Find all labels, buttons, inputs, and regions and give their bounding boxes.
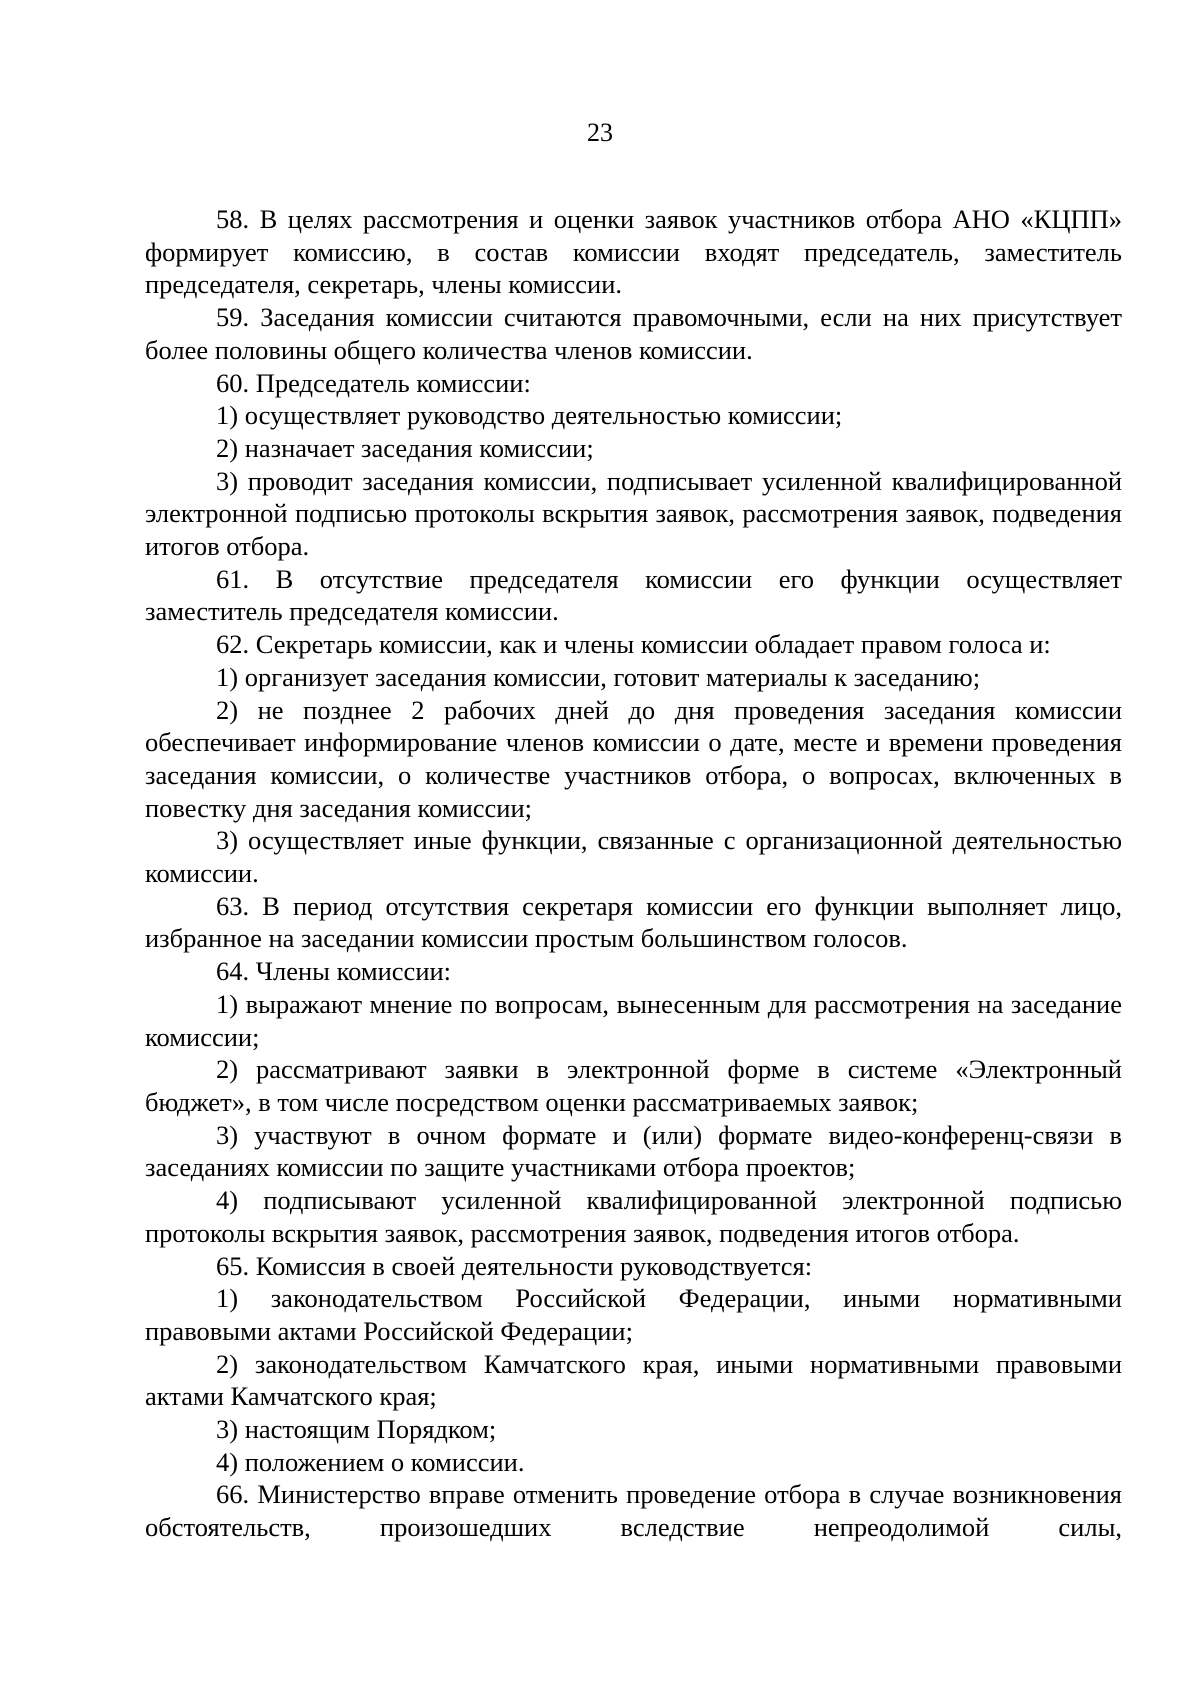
paragraph-60: 60. Председатель комиссии: [216, 367, 531, 398]
paragraph-62-item-3: 3) осуществляет иные функции, связанные с организационной деятельностью комиссии. [145, 825, 1122, 889]
paragraph-64-item-1: 1) выражают мнение по вопросам, вынесенным для рассмотрения на заседание комиссии; [145, 988, 1122, 1052]
paragraph-66: 66. Министерство вправе отменить проведение отбора в случае возникновения обстоятельств, произошедших вследствие непреодолимой силы, [145, 1479, 1122, 1543]
paragraph-65-item-1: 1) законодательством Российской Федерации, иными нормативными правовыми актами Российской Федерации; [145, 1283, 1122, 1346]
paragraph-64: 64. Члены комиссии: [216, 956, 452, 987]
paragraph-62-item-1: 1) организует заседания комиссии, готовит материалы к заседанию; [216, 661, 981, 692]
paragraph-65-item-2: 2) законодательством Камчатского края, иными нормативными правовыми актами Камчатского края; [145, 1348, 1122, 1412]
paragraph-63: 63. В период отсутствия секретаря комиссии его функции выполняет лицо, избранное на заседании комиссии простым большинством голосов. [145, 890, 1122, 954]
paragraph-60-item-3: 3) проводит заседания комиссии, подписывает усиленной квалифицированной электронной подписью протоколы вскрытия заявок, рассмотрения заявок, подведения итогов отбора. [145, 465, 1122, 562]
paragraph-64-item-2: 2) рассматривают заявки в электронной форме в системе «Электронный бюджет», в том числе посредством оценки рассматриваемых заявок; [145, 1054, 1122, 1117]
document-body [145, 203, 1122, 1544]
paragraph-65-item-3: 3) настоящим Порядком; [216, 1414, 497, 1445]
paragraph-65-item-4: 4) положением о комиссии. [216, 1446, 525, 1477]
paragraph-58: 58. В целях рассмотрения и оценки заявок участников отбора АНО «КЦПП» формирует комиссию, в состав комиссии входят председатель, заместитель председателя, секретарь, члены комиссии. [145, 204, 1122, 300]
paragraph-65: 65. Комиссия в своей деятельности руководствуется: [216, 1250, 813, 1281]
paragraph-61: 61. В отсутствие председателя комиссии его функции осуществляет заместитель председателя комиссии. [145, 563, 1122, 627]
paragraph-62: 62. Секретарь комиссии, как и члены комиссии обладает правом голоса и: [216, 629, 1051, 660]
paragraph-64-item-4: 4) подписывают усиленной квалифицированной электронной подписью протоколы вскрытия заявок, рассмотрения заявок, подведения итогов отбора. [145, 1185, 1122, 1248]
paragraph-59: 59. Заседания комиссии считаются правомочными, если на них присутствует более половины общего количества членов комиссии. [145, 302, 1122, 365]
paragraph-62-item-2: 2) не позднее 2 рабочих дней до дня проведения заседания комиссии обеспечивает информирование членов комиссии о дате, месте и времени проведения заседания комиссии, о количестве участников отбора, о вопросах, включенных в повестку дня заседания комиссии; [145, 694, 1122, 823]
page-number: 23 [587, 118, 613, 147]
paragraph-60-item-1: 1) осуществляет руководство деятельностью комиссии; [216, 400, 843, 431]
paragraph-64-item-3: 3) участвуют в очном формате и (или) формате видео-конференц-связи в заседаниях комиссии по защите участниками отбора проектов; [145, 1119, 1122, 1183]
paragraph-60-item-2: 2) назначает заседания комиссии; [216, 432, 594, 463]
